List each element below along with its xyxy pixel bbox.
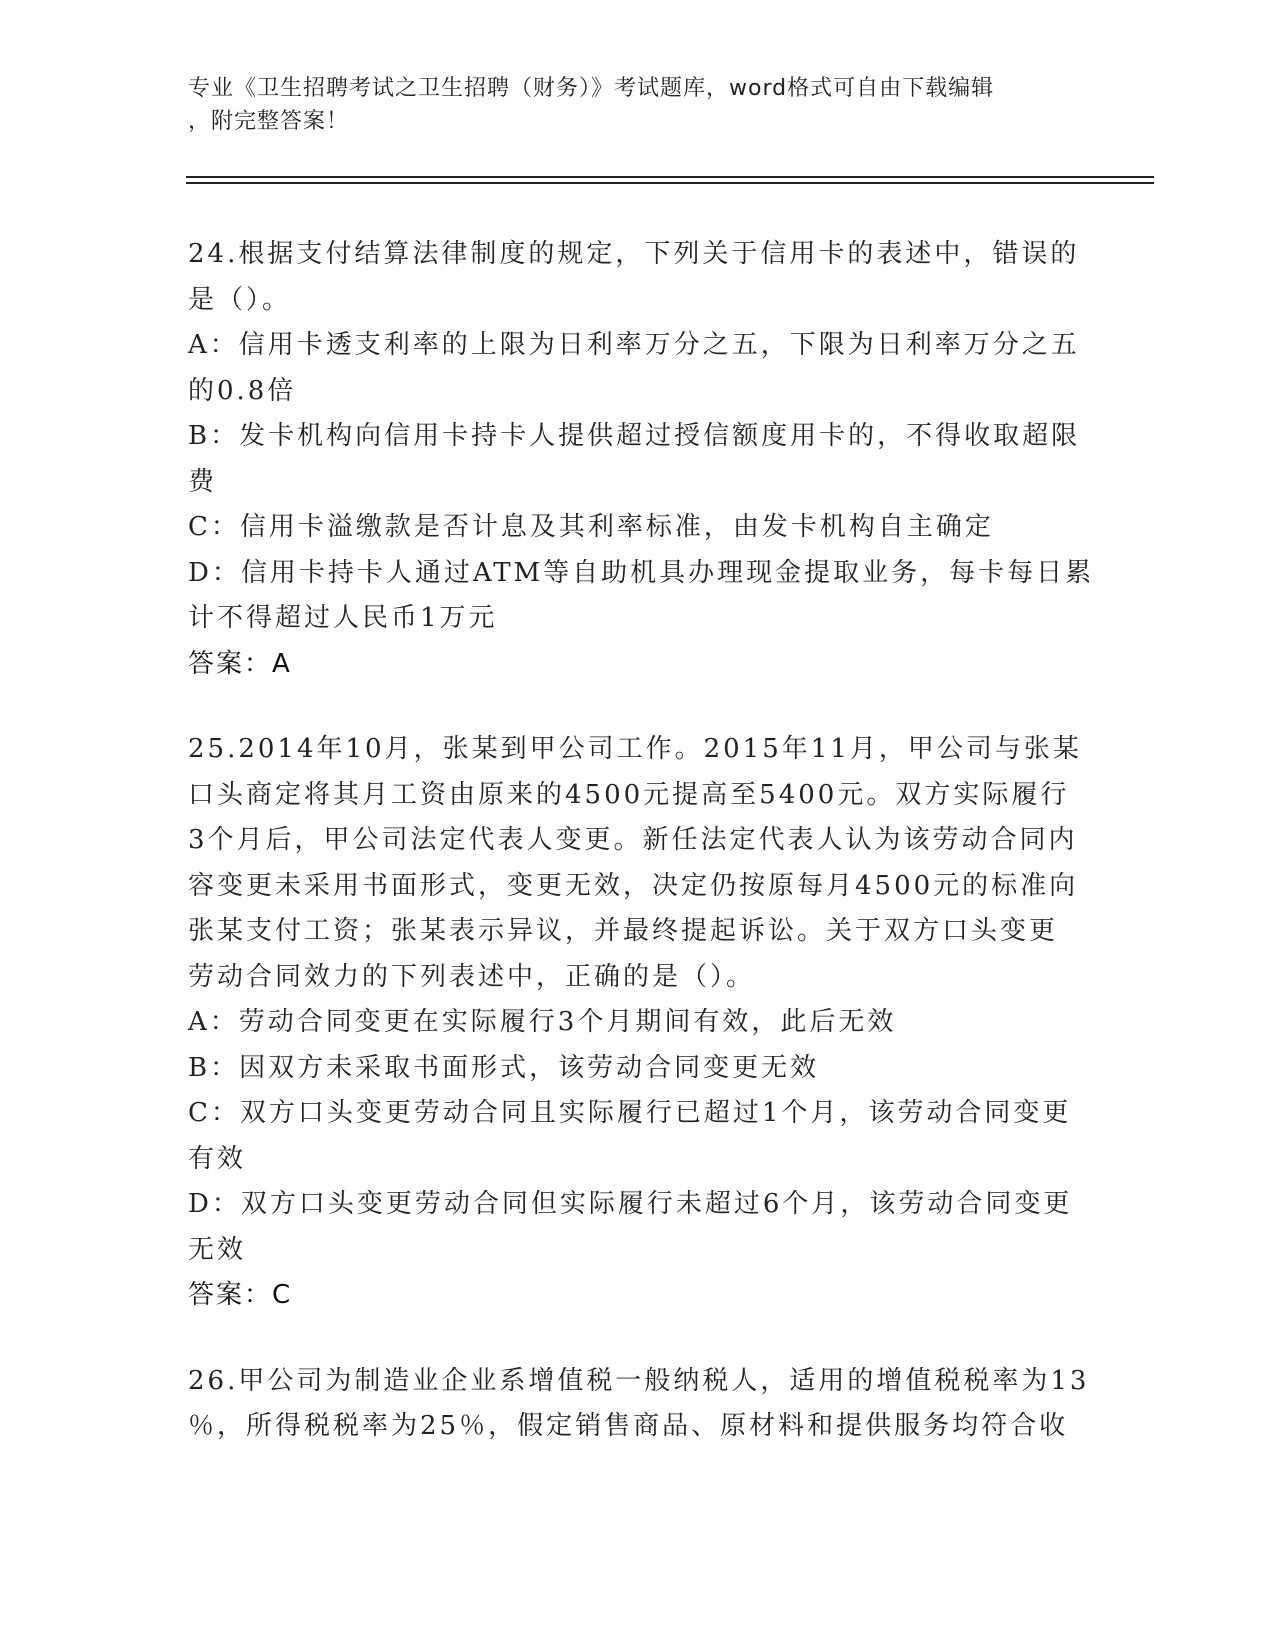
question-25-option-c-line-2: 有效 [188,1143,247,1174]
question-26 [188,1359,1088,1450]
header-line-1: 专业《卫生招聘考试之卫生招聘（财务）》考试题库，word格式可自由下载编辑 [188,76,995,101]
question-25-answer: 答案：C [188,1280,293,1310]
question-24-option-a-line-2: 的0.8倍 [188,375,297,406]
question-26-stem-line-2: ％，所得税税率为25％，假定销售商品、原材料和提供服务均符合收 [188,1411,1069,1441]
question-24 [188,232,1095,687]
question-24-option-c: C：信用卡溢缴款是否计息及其利率标准，由发卡机构自主确定 [188,512,994,542]
question-24-option-a-line-1: A：信用卡透支利率的上限为日利率万分之五，下限为日利率万分之五 [188,330,1080,360]
header-line-2: ，附完整答案！ [188,109,350,134]
question-25-option-b: B：因双方未采取书面形式，该劳动合同变更无效 [188,1052,820,1083]
question-24-answer: 答案：A [188,648,292,679]
question-25-option-a: A：劳动合同变更在实际履行3个月期间有效，此后无效 [188,1007,897,1037]
question-24-stem-line-2: 是（）。 [188,284,292,315]
question-25-stem-line-5: 张某支付工资；张某表示异议，并最终提起诉讼。关于双方口头变更 [188,916,1059,946]
question-24-option-d-line-1: D：信用卡持卡人通过ATM等自助机具办理现金提取业务，每卡每日累 [188,557,1095,588]
question-25 [188,727,1088,1319]
question-25-option-c-line-1: C：双方口头变更劳动合同且实际履行已超过1个月，该劳动合同变更 [188,1098,1072,1128]
question-25-option-d-line-2: 无效 [188,1234,247,1265]
question-25-stem-line-6: 劳动合同效力的下列表述中，正确的是（）。 [188,961,756,992]
header-rule-bottom [186,182,1154,184]
question-24-stem-line-1: 24.根据支付结算法律制度的规定，下列关于信用卡的表述中，错误的 [188,239,1080,269]
document-header [188,72,1088,138]
question-list [188,232,1095,1490]
question-24-option-b-line-2: 费 [188,466,218,497]
question-24-option-b-line-1: B：发卡机构向信用卡持卡人提供超过授信额度用卡的，不得收取超限 [188,421,1081,451]
question-25-stem-line-1: 25.2014年10月，张某到甲公司工作。2015年11月，甲公司与张某 [188,734,1082,764]
question-25-stem-line-2: 口头商定将其月工资由原来的4500元提高至5400元。双方实际履行 [188,779,1070,810]
question-25-stem-line-4: 容变更未采用书面形式，变更无效，决定仍按原每月4500元的标准向 [188,870,1079,901]
question-24-option-d-line-2: 计不得超过人民币1万元 [188,603,498,633]
question-25-stem-line-3: 3个月后，甲公司法定代表人变更。新任法定代表人认为该劳动合同内 [188,825,1078,855]
header-rule-top [186,176,1154,178]
question-26-stem-line-1: 26.甲公司为制造业企业系增值税一般纳税人，适用的增值税税率为13 [188,1365,1090,1396]
question-25-option-d-line-1: D：双方口头变更劳动合同但实际履行未超过6个月，该劳动合同变更 [188,1189,1073,1219]
